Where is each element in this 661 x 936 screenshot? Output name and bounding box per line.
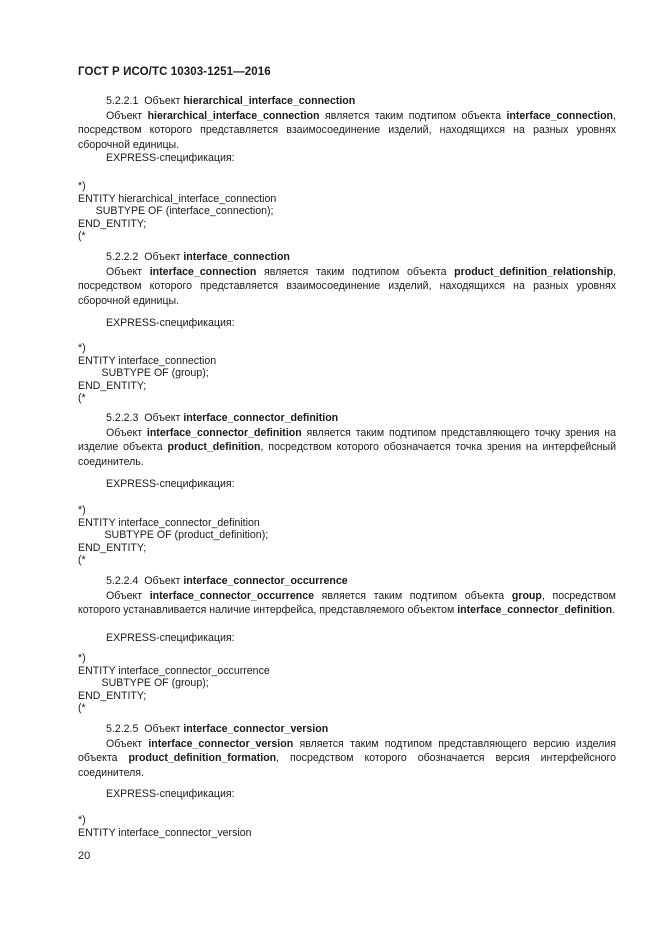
section-paragraph: Объект interface_connector_occurrence является таким подтипом объекта group, посредством которого устанавливается наличие интерфейса, представляемого объектом interface_connector_definition. bbox=[78, 589, 616, 617]
section-paragraph: Объект hierarchical_interface_connection является таким подтипом объекта interface_connection, посредством которого представляется взаимосоединение изделий, находящихся на разных уровнях сборочной единицы. bbox=[78, 109, 616, 151]
express-label: EXPRESS-спецификация: bbox=[106, 152, 235, 164]
express-code-block: *) ENTITY interface_connector_definition SUBTYPE OF (product_definition); END_ENTITY; (* bbox=[78, 504, 269, 567]
section-title: 5.2.2.2 Объект interface_connection bbox=[106, 251, 290, 263]
section-5-2-2-4 bbox=[78, 574, 616, 618]
express-code-block: *) ENTITY interface_connection SUBTYPE OF (group); END_ENTITY; (* bbox=[78, 342, 217, 405]
section-title: 5.2.2.5 Объект interface_connector_version bbox=[106, 723, 329, 735]
express-code-block: *) ENTITY interface_connector_occurrence SUBTYPE OF (group); END_ENTITY; (* bbox=[78, 652, 270, 715]
section-5-2-2-1 bbox=[78, 94, 616, 152]
express-code-block: *) ENTITY interface_connector_version bbox=[78, 814, 252, 839]
page-number: 20 bbox=[78, 850, 91, 862]
section-5-2-2-2 bbox=[78, 250, 616, 308]
section-paragraph: Объект interface_connection является таким подтипом объекта product_definition_relationship, посредством которого представляется взаимосоединение изделий, находящихся на разных уровнях сборочной единицы. bbox=[78, 265, 616, 307]
document-header: ГОСТ Р ИСО/ТС 10303-1251—2016 bbox=[78, 66, 271, 78]
section-paragraph: Объект interface_connector_definition является таким подтипом представляющего точку зрения на изделие объекта product_definition, посредством которого обозначается точка зрения на интерфейсный соединитель. bbox=[78, 426, 617, 468]
section-5-2-2-3 bbox=[78, 411, 616, 469]
express-label: EXPRESS-спецификация: bbox=[106, 478, 235, 490]
section-title: 5.2.2.3 Объект interface_connector_definition bbox=[106, 412, 339, 424]
express-label: EXPRESS-спецификация: bbox=[106, 632, 235, 644]
section-5-2-2-5 bbox=[78, 722, 616, 780]
express-code-block: *) ENTITY hierarchical_interface_connection SUBTYPE OF (interface_connection); END_ENTITY; (* bbox=[78, 180, 277, 243]
section-title: 5.2.2.1 Объект hierarchical_interface_connection bbox=[106, 95, 356, 107]
section-paragraph: Объект interface_connector_version является таким подтипом представляющего версию изделия объекта product_definition_formation, посредством которого обозначается версия интерфейсного соединителя. bbox=[78, 737, 616, 779]
section-title: 5.2.2.4 Объект interface_connector_occurrence bbox=[106, 575, 348, 587]
express-label: EXPRESS-спецификация: bbox=[106, 788, 235, 800]
express-label: EXPRESS-спецификация: bbox=[106, 317, 235, 329]
